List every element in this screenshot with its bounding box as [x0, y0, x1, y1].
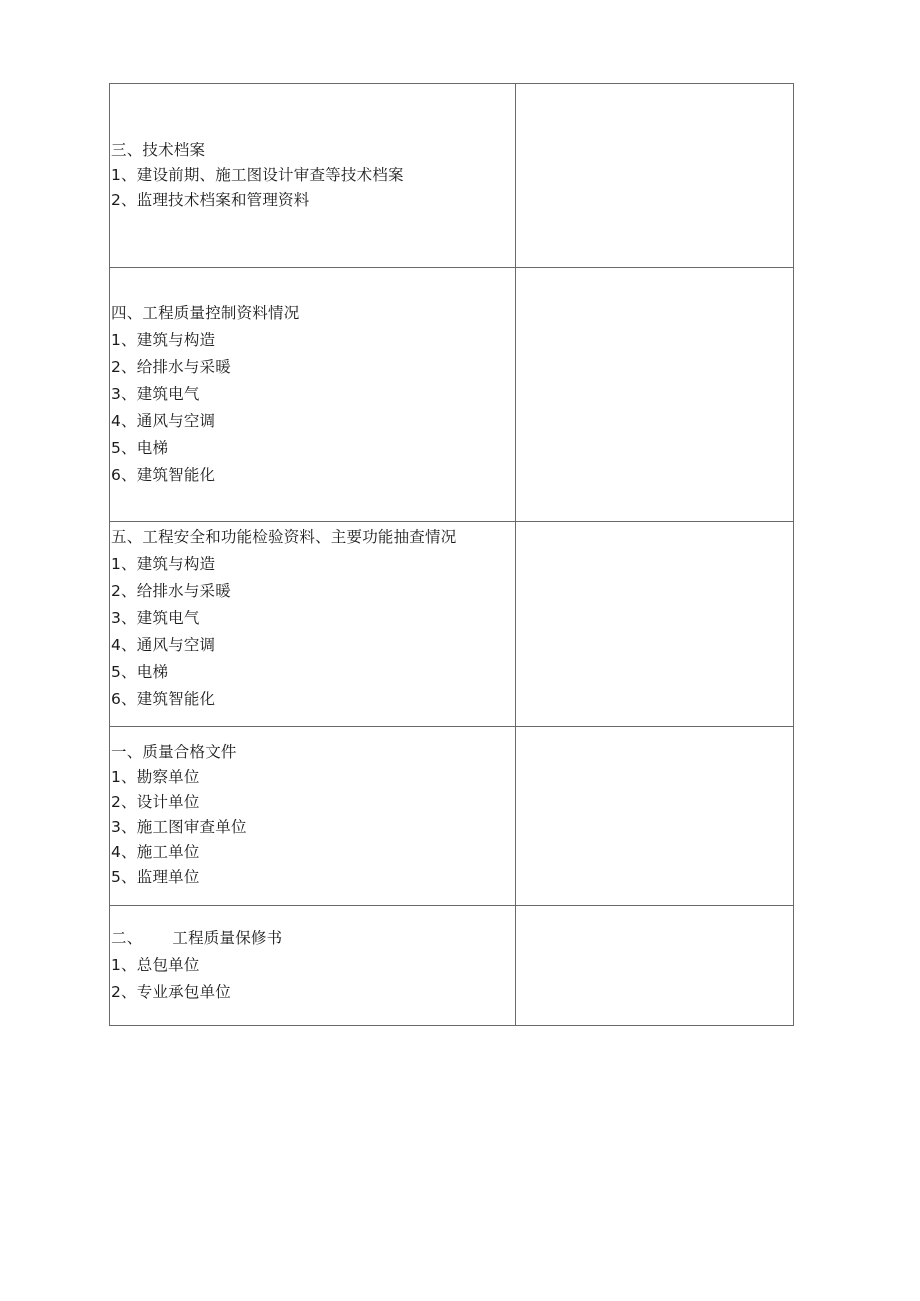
section-heading-text: 工程质量保修书: [172, 929, 283, 947]
notes-cell: [516, 906, 794, 1026]
table-row: [110, 727, 794, 906]
list-item: 4、通风与空调: [111, 636, 216, 654]
section-heading: 三、技术档案: [111, 141, 206, 159]
section-cell: [110, 268, 516, 522]
section-heading: 一、质量合格文件: [111, 743, 237, 761]
list-item: 4、通风与空调: [111, 412, 216, 430]
table-row: [110, 84, 794, 268]
list-item: 1、勘察单位: [111, 768, 200, 786]
section-heading: [111, 926, 515, 953]
list-item: 5、电梯: [111, 663, 169, 681]
table-row: [110, 906, 794, 1026]
list-item: 1、建设前期、施工图设计审查等技术档案: [111, 166, 404, 184]
list-item: 1、建筑与构造: [111, 331, 216, 349]
section-cell: [110, 906, 516, 1026]
list-item: 3、建筑电气: [111, 385, 200, 403]
table-row: [110, 522, 794, 727]
notes-cell: [516, 727, 794, 906]
list-item: 3、施工图审查单位: [111, 818, 247, 836]
list-item: 4、施工单位: [111, 843, 200, 861]
list-item: 2、给排水与采暖: [111, 582, 231, 600]
list-item: 1、总包单位: [111, 956, 200, 974]
list-item: 2、专业承包单位: [111, 983, 231, 1001]
section-heading-prefix: 二、: [111, 929, 143, 947]
section-heading: 四、工程质量控制资料情况: [111, 304, 300, 322]
document-table: [109, 83, 794, 1026]
list-item: 5、监理单位: [111, 868, 200, 886]
list-item: 6、建筑智能化: [111, 466, 216, 484]
notes-cell: [516, 268, 794, 522]
list-item: 3、建筑电气: [111, 609, 200, 627]
list-item: 5、电梯: [111, 439, 169, 457]
section-heading: 五、工程安全和功能检验资料、主要功能抽查情况: [111, 528, 457, 546]
list-item: 1、建筑与构造: [111, 555, 216, 573]
section-cell: [110, 522, 516, 727]
section-cell: [110, 84, 516, 268]
table-row: [110, 268, 794, 522]
list-item: 6、建筑智能化: [111, 690, 216, 708]
section-cell: [110, 727, 516, 906]
notes-cell: [516, 84, 794, 268]
notes-cell: [516, 522, 794, 727]
list-item: 2、给排水与采暖: [111, 358, 231, 376]
list-item: 2、监理技术档案和管理资料: [111, 191, 310, 209]
list-item: 2、设计单位: [111, 793, 200, 811]
